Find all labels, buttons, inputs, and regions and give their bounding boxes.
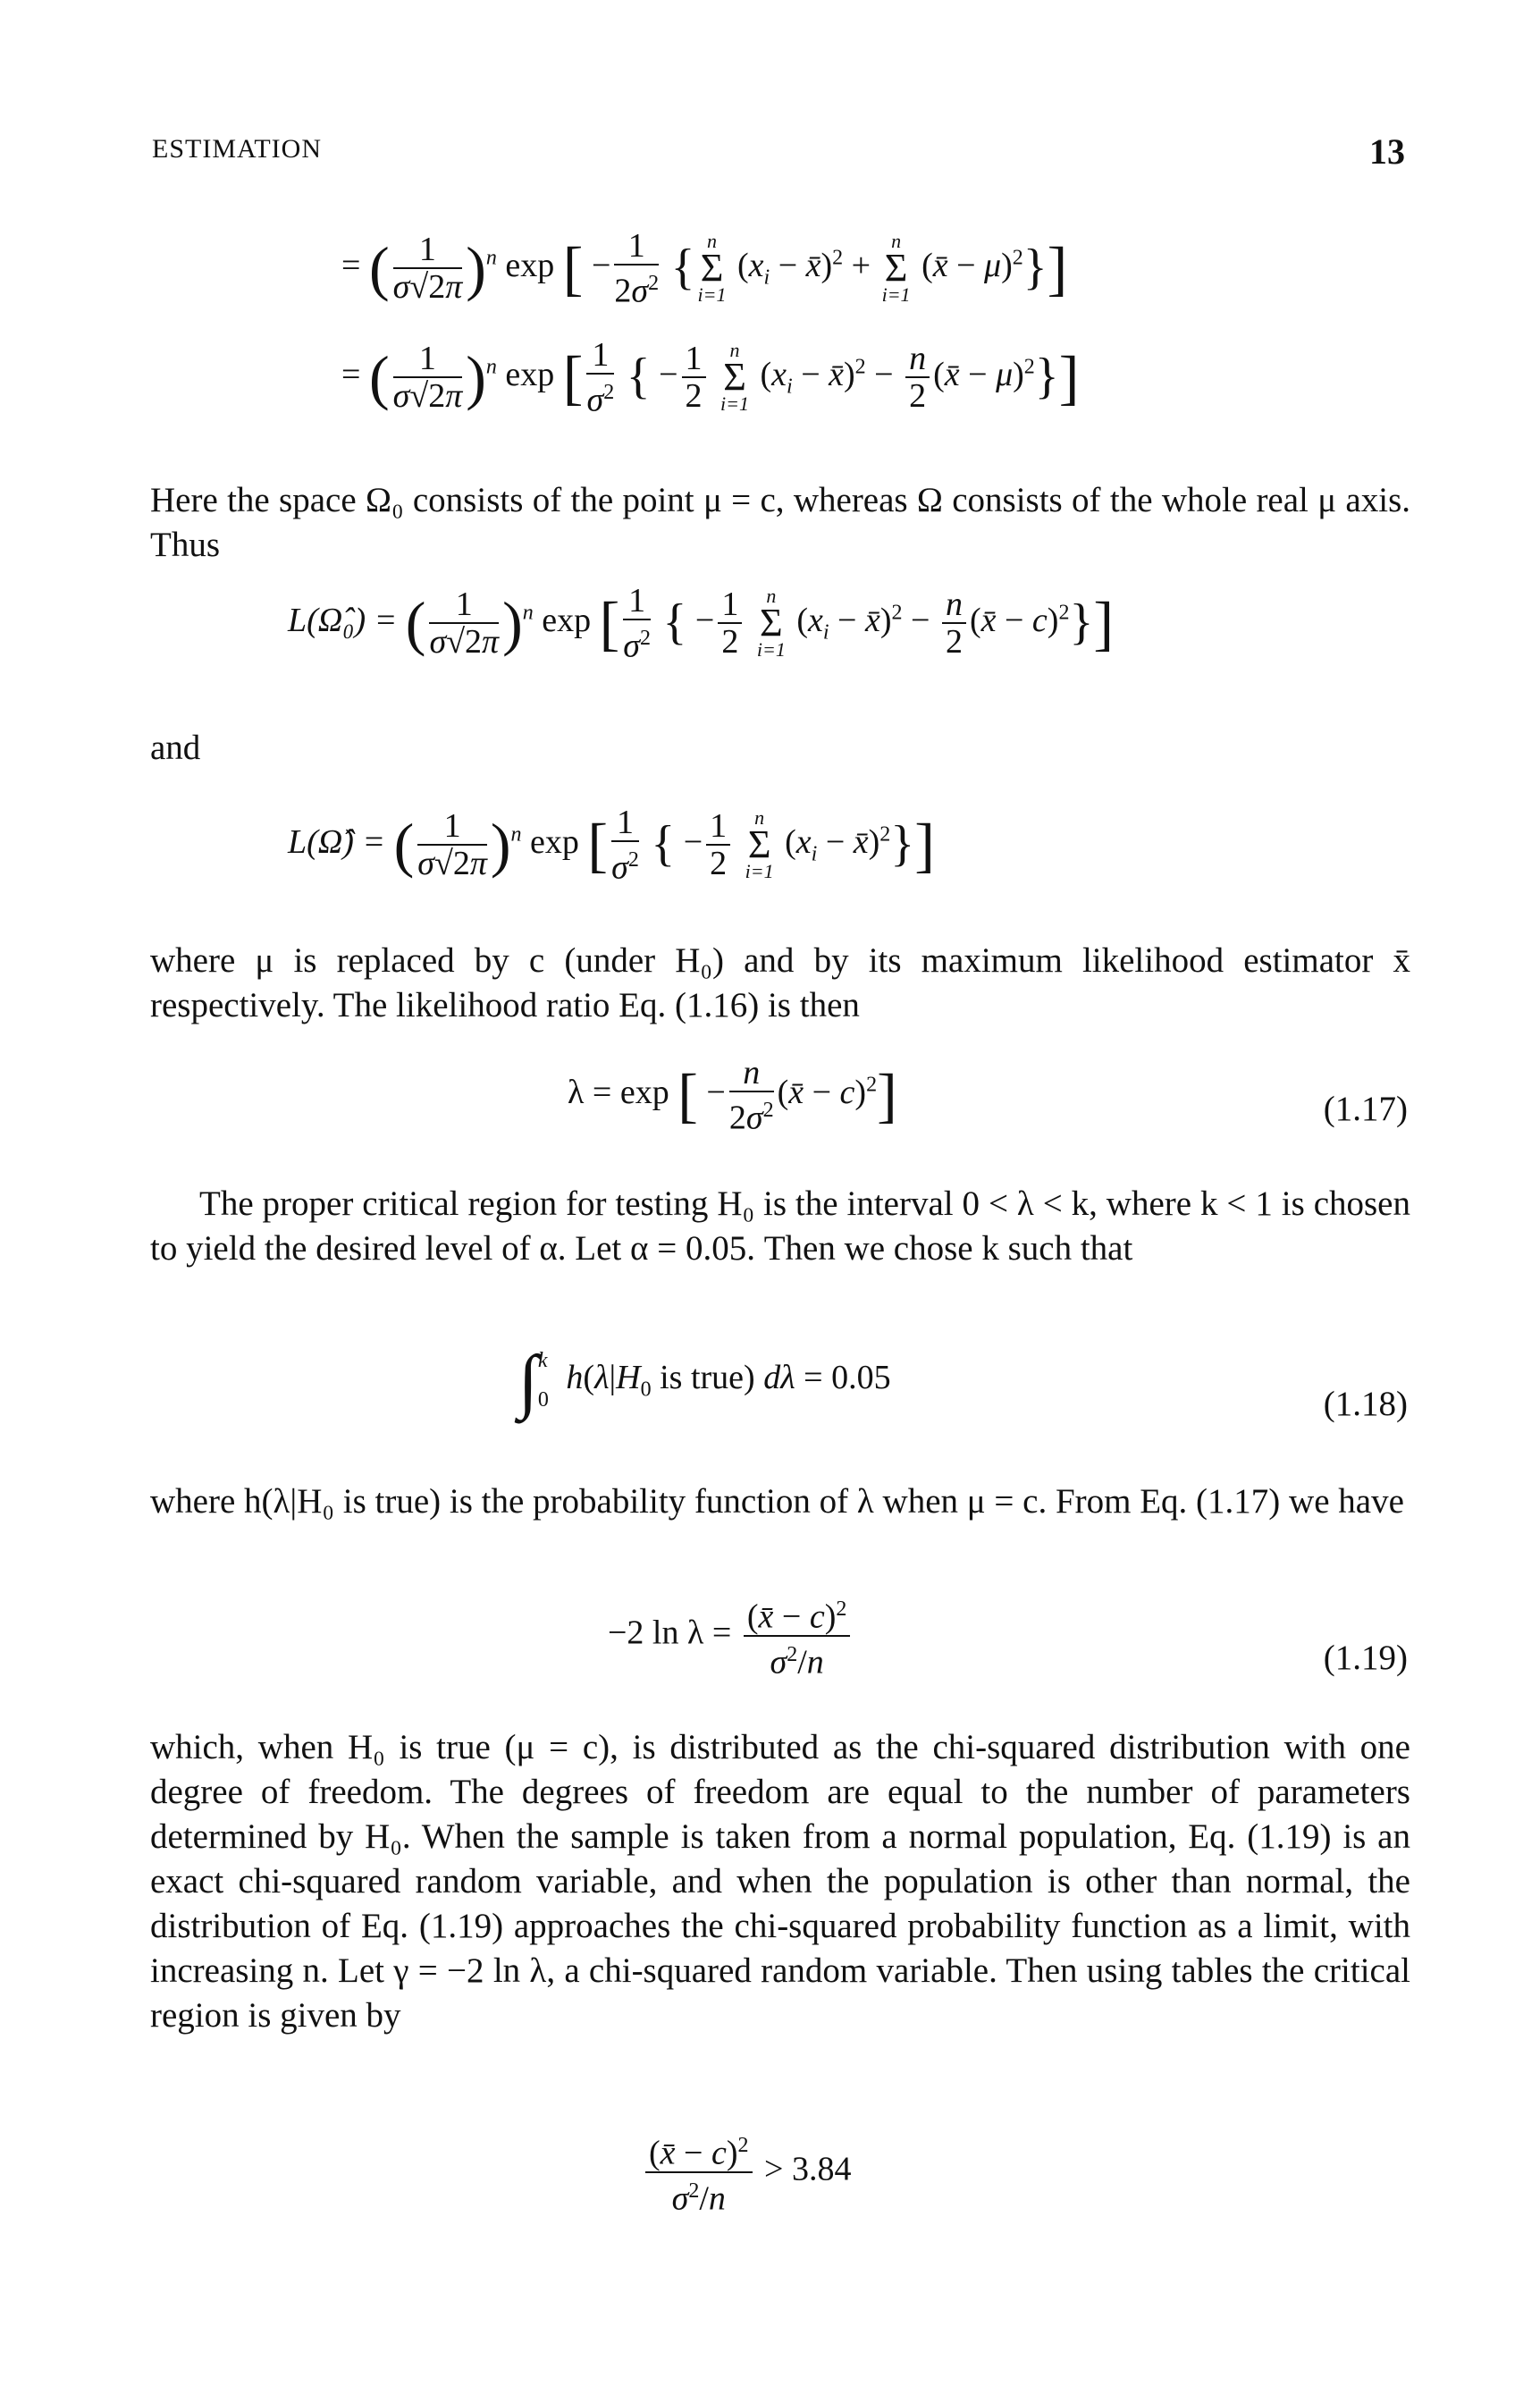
running-header: ESTIMATION	[152, 134, 322, 164]
paragraph-space-definition: Here the space Ω₀ consists of the point μ = c, whereas Ω consists of the whole real μ axis. Thus	[150, 481, 1410, 564]
equation-label-1-19: (1.19)	[1323, 1639, 1408, 1677]
equation-1-18: ∫ k 0 $h(\lambda|H_0$ is true) dλ = 0.05	[518, 1342, 891, 1420]
equation-1-19: −2 ln λ = $\frac{(x̄ - c)^2}{\sigma^2/n}$	[608, 1591, 854, 1680]
paragraph-chi-squared: which, when H₀ is true (μ = c), is distributed as the chi-squared distribution with one degree of freedom. The degrees of freedom are equal to the number of parameters determined by H₀. When the sample is taken from a normal population, Eq. (1.19) is an exact chi-squared random variable, and when the population is other than normal, the distribution of Eq. (1.19) approaches the chi-squared probability function as a limit, with increasing n. Let γ = −2 ln λ, a chi-squared random variable. Then using tables the critical region is given by	[150, 1728, 1410, 2035]
equation-critical-inequality: $\frac{(x̄ - c)^2}{\sigma^2/n}$ > 3.84	[642, 2128, 851, 2216]
equation-likelihood-line-2: = ( $\frac{1}{\sigma√2\pi}$ )$^n$ exp [ $\frac{1}{\sigma^2}$ { − $\frac{1}{2}$ n Σ i=1 ($x_i$ − x̄)$^2$ − $\frac{n}{2}$ (x̄ − μ)$^2$}]	[341, 336, 1080, 419]
page-number: 13	[1369, 131, 1405, 172]
paragraph-critical-region: The proper critical region for testing H₀ is the interval 0 < λ < k, where k < 1 is chosen to yield the desired level of α. Let α = 0.05. Then we chose k such that	[150, 1184, 1410, 1268]
equation-label-1-17: (1.17)	[1323, 1090, 1408, 1128]
equation-label-1-18: (1.18)	[1323, 1385, 1408, 1423]
equation-likelihood-line-1: = ( $\frac{1}{\sigma√2\pi}$ )$^n$ exp [ − $\frac{1}{2\sigma^2}$ { n Σ i=1 ($x_i$ − x̄)$^2$ + n Σ i=1 (x̄ − μ)$^2$}]	[341, 227, 1068, 310]
equation-1-17: λ = exp [ − $\frac{n}{2\sigma^2}$ (x̄ − c)$^2$]	[568, 1054, 897, 1137]
connector-word-and: and	[150, 729, 201, 767]
paragraph-mle-replacement: where μ is replaced by c (under H₀) and by its maximum likelihood estimator x̄ respectively. The likelihood ratio Eq. (1.16) is then	[150, 941, 1410, 1024]
paragraph-probability-function: where h(λ|H₀ is true) is the probability function of λ when μ = c. From Eq. (1.17) we have	[150, 1482, 1404, 1521]
equation-L-omega: L(Ω̂) = ( $\frac{1}{\sigma√2\pi}$ )$^n$ exp [ $\frac{1}{\sigma^2}$ { − $\frac{1}{2}$ n Σ i=1 ($x_i$ − x̄)$^2$}]	[288, 804, 935, 887]
equation-L-omega0: L(Ω̂₀) = ( $\frac{1}{\sigma√2\pi}$ )$^n$ exp [ $\frac{1}{\sigma^2}$ { − $\frac{1}{2}$ n Σ i=1 ($x_i$ − x̄)$^2$ − $\frac{n}{2}$ (x̄ − c)$^2$}]	[288, 582, 1114, 665]
